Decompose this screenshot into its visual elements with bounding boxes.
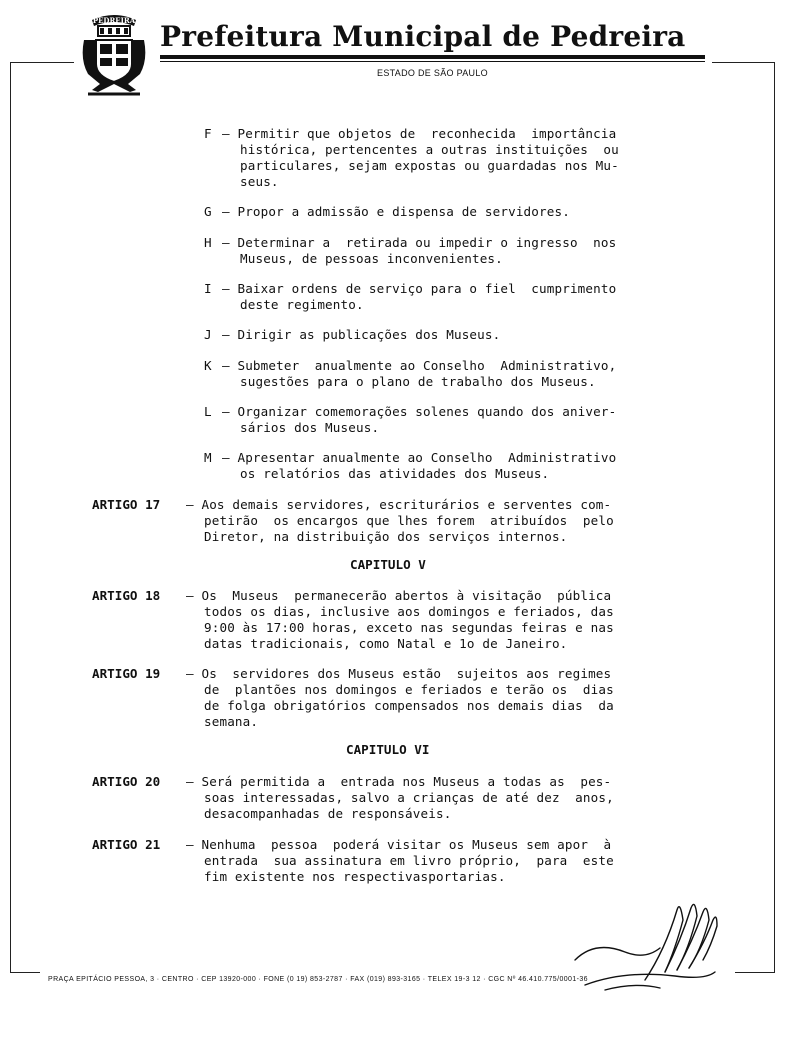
signature xyxy=(565,890,725,1000)
frame-line xyxy=(10,972,40,973)
footer-address: PRAÇA EPITÁCIO PESSOA, 3 · CENTRO · CEP 13920-000 · FONE (0 19) 853-2787 · FAX (019) 893-3165 · TELEX 19-3 12 · CGC Nº 46.410.775/0001-36 xyxy=(48,976,588,983)
item-letter: I xyxy=(204,281,212,296)
item-line: deste regimento. xyxy=(240,297,364,312)
article-line: entrada sua assinatura em livro próprio, para este xyxy=(204,853,614,868)
article-line: – Nenhuma pessoa poderá visitar os Museus sem apor à xyxy=(186,837,612,852)
chapter-heading: CAPITULO VI xyxy=(346,742,430,757)
item-line: – Organizar comemorações solenes quando dos aniver- xyxy=(222,404,617,419)
item-line: – Baixar ordens de serviço para o fiel cumprimento xyxy=(222,281,617,296)
signature-icon xyxy=(565,890,725,1000)
article-line: – Os servidores dos Museus estão sujeitos aos regimes xyxy=(186,666,612,681)
item-line: histórica, pertencentes a outras instituições ou xyxy=(240,142,619,157)
frame-line xyxy=(712,62,774,63)
article-label: ARTIGO 18 xyxy=(92,588,161,603)
article-line: de folga obrigatórios compensados nos demais dias da xyxy=(204,698,614,713)
frame-line xyxy=(735,972,775,973)
article-line: fim existente nos respectivasportarias. xyxy=(204,869,506,884)
municipal-crest xyxy=(78,10,150,98)
article-line: petirão os encargos que lhes forem atribuídos pelo xyxy=(204,513,614,528)
item-letter: F xyxy=(204,126,212,141)
article-line: 9:00 às 17:00 horas, exceto nas segundas feiras e nas xyxy=(204,620,614,635)
article-line: soas interessadas, salvo a crianças de até dez anos, xyxy=(204,790,614,805)
article-label: ARTIGO 19 xyxy=(92,666,161,681)
article-line: – Será permitida a entrada nos Museus a todas as pes- xyxy=(186,774,612,789)
item-line: seus. xyxy=(240,174,279,189)
article-line: datas tradicionais, como Natal e 1o de Janeiro. xyxy=(204,636,568,651)
article-line: – Os Museus permanecerão abertos à visitação pública xyxy=(186,588,612,603)
article-line: desacompanhadas de responsáveis. xyxy=(204,806,452,821)
page-subtitle: ESTADO DE SÃO PAULO xyxy=(377,68,488,78)
article-label: ARTIGO 21 xyxy=(92,837,161,852)
item-letter: M xyxy=(204,450,212,465)
item-line: sários dos Museus. xyxy=(240,420,380,435)
frame-line xyxy=(774,62,775,972)
title-rule xyxy=(160,55,705,59)
chapter-heading: CAPITULO V xyxy=(350,557,426,572)
article-line: de plantões nos domingos e feriados e terão os dias xyxy=(204,682,614,697)
article-line: – Aos demais servidores, escriturários e serventes com- xyxy=(186,497,612,512)
item-line: – Dirigir as publicações dos Museus. xyxy=(222,327,501,342)
item-letter: L xyxy=(204,404,212,419)
title-rule-thin xyxy=(160,61,705,62)
item-line: particulares, sejam expostas ou guardadas nos Mu- xyxy=(240,158,619,173)
frame-line xyxy=(10,62,11,972)
item-line: sugestões para o plano de trabalho dos Museus. xyxy=(240,374,596,389)
article-line: semana. xyxy=(204,714,259,729)
item-line: – Submeter anualmente ao Conselho Administrativo, xyxy=(222,358,617,373)
article-line: todos os dias, inclusive aos domingos e feriados, das xyxy=(204,604,614,619)
item-letter: K xyxy=(204,358,212,373)
item-letter: G xyxy=(204,204,212,219)
page-title: Prefeitura Municipal de Pedreira xyxy=(160,20,686,53)
item-line: – Apresentar anualmente ao Conselho Administrativo xyxy=(222,450,617,465)
frame-line xyxy=(10,62,74,63)
item-line: – Determinar a retirada ou impedir o ingresso nos xyxy=(222,235,617,250)
crest-label: PEDREIRA xyxy=(92,16,136,25)
item-line: – Propor a admissão e dispensa de servidores. xyxy=(222,204,570,219)
article-line: Diretor, na distribuição dos serviços internos. xyxy=(204,529,568,544)
article-label: ARTIGO 20 xyxy=(92,774,161,789)
item-line: Museus, de pessoas inconvenientes. xyxy=(240,251,503,266)
article-label: ARTIGO 17 xyxy=(92,497,161,512)
item-line: os relatórios das atividades dos Museus. xyxy=(240,466,550,481)
item-letter: H xyxy=(204,235,212,250)
item-letter: J xyxy=(204,327,212,342)
item-line: – Permitir que objetos de reconhecida importância xyxy=(222,126,617,141)
